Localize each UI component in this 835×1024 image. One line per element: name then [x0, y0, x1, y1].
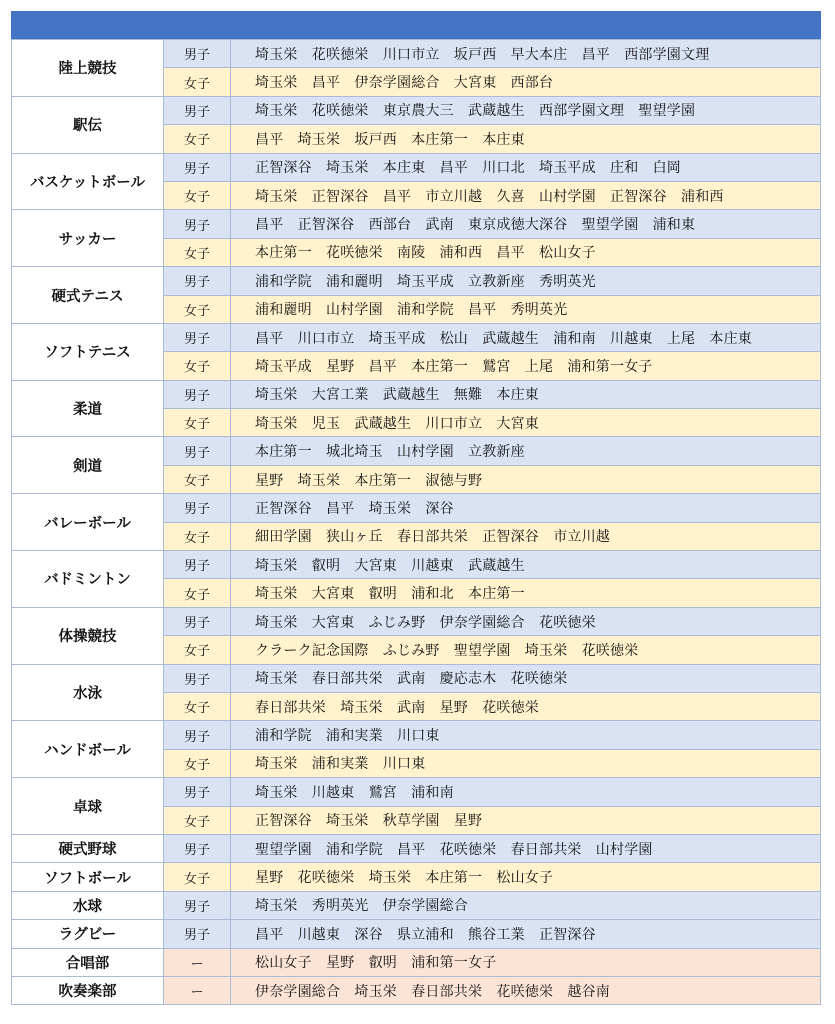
gender-cell: ー — [164, 948, 231, 976]
gender-cell: 男子 — [164, 664, 231, 692]
sport-name-cell: 陸上競技 — [12, 40, 164, 97]
table-row — [12, 834, 821, 862]
table-row — [12, 437, 821, 465]
gender-cell: 男子 — [164, 721, 231, 749]
table-row — [12, 920, 821, 948]
gender-cell: 女子 — [164, 579, 231, 607]
sport-name-cell: ラグビー — [12, 920, 164, 948]
schools-cell: 星野 花咲徳栄 埼玉栄 本庄第一 松山女子 — [231, 863, 821, 891]
table-row — [12, 380, 821, 408]
gender-cell: 女子 — [164, 68, 231, 96]
gender-cell: 男子 — [164, 778, 231, 806]
schools-cell: クラーク記念国際 ふじみ野 聖望学園 埼玉栄 花咲徳栄 — [231, 636, 821, 664]
sport-name-cell: バレーボール — [12, 494, 164, 551]
table-row — [12, 494, 821, 522]
table-row — [12, 721, 821, 749]
schools-cell: 春日部共栄 埼玉栄 武南 星野 花咲徳栄 — [231, 692, 821, 720]
table-body — [12, 40, 821, 1005]
schools-cell: 本庄第一 城北埼玉 山村学園 立教新座 — [231, 437, 821, 465]
sport-name-cell: 硬式野球 — [12, 834, 164, 862]
gender-cell: 女子 — [164, 636, 231, 664]
schools-cell: 昌平 川口市立 埼玉平成 松山 武蔵越生 浦和南 川越東 上尾 本庄東 — [231, 323, 821, 351]
schools-cell: 正智深谷 埼玉栄 秋草学園 星野 — [231, 806, 821, 834]
gender-cell: 男子 — [164, 380, 231, 408]
sport-name-cell: 合唱部 — [12, 948, 164, 976]
table-row — [12, 976, 821, 1004]
schools-cell: 埼玉栄 川越東 鷲宮 浦和南 — [231, 778, 821, 806]
schools-cell: 昌平 川越東 深谷 県立浦和 熊谷工業 正智深谷 — [231, 920, 821, 948]
schools-cell: 浦和学院 浦和麗明 埼玉平成 立教新座 秀明英光 — [231, 267, 821, 295]
schools-cell: 埼玉栄 大宮東 ふじみ野 伊奈学園総合 花咲徳栄 — [231, 607, 821, 635]
gender-cell: 女子 — [164, 295, 231, 323]
schools-cell: 埼玉栄 正智深谷 昌平 市立川越 久喜 山村学園 正智深谷 浦和西 — [231, 181, 821, 209]
sport-name-cell: 水泳 — [12, 664, 164, 721]
schools-cell: 埼玉栄 花咲徳栄 川口市立 坂戸西 早大本庄 昌平 西部学園文理 — [231, 40, 821, 68]
gender-cell: 女子 — [164, 692, 231, 720]
gender-cell: 男子 — [164, 920, 231, 948]
sport-name-cell: ソフトテニス — [12, 323, 164, 380]
gender-cell: 女子 — [164, 238, 231, 266]
table-row — [12, 96, 821, 124]
schools-cell: 聖望学園 浦和学院 昌平 花咲徳栄 春日部共栄 山村学園 — [231, 834, 821, 862]
sport-name-cell: ハンドボール — [12, 721, 164, 778]
table-row — [12, 778, 821, 806]
schools-cell: 浦和学院 浦和実業 川口東 — [231, 721, 821, 749]
gender-cell: 男子 — [164, 153, 231, 181]
sport-name-cell: 水球 — [12, 891, 164, 919]
sport-name-cell: ソフトボール — [12, 863, 164, 891]
schools-cell: 浦和麗明 山村学園 浦和学院 昌平 秀明英光 — [231, 295, 821, 323]
sport-name-cell: 卓球 — [12, 778, 164, 835]
table-row — [12, 551, 821, 579]
table-row — [12, 40, 821, 68]
sport-name-cell: 剣道 — [12, 437, 164, 494]
gender-cell: 女子 — [164, 749, 231, 777]
gender-cell: 男子 — [164, 267, 231, 295]
table-row — [12, 267, 821, 295]
gender-cell: 男子 — [164, 40, 231, 68]
schools-cell: 埼玉栄 児玉 武蔵越生 川口市立 大宮東 — [231, 409, 821, 437]
gender-cell: 男子 — [164, 210, 231, 238]
table-header-bar — [11, 11, 821, 39]
table-row — [12, 153, 821, 181]
sports-schools-table — [11, 39, 821, 1005]
table-row — [12, 664, 821, 692]
sport-name-cell: バスケットボール — [12, 153, 164, 210]
gender-cell: 女子 — [164, 806, 231, 834]
table-row — [12, 323, 821, 351]
gender-cell: 男子 — [164, 551, 231, 579]
schools-cell: 昌平 埼玉栄 坂戸西 本庄第一 本庄東 — [231, 125, 821, 153]
table-row — [12, 210, 821, 238]
gender-cell: 女子 — [164, 125, 231, 153]
schools-cell: 伊奈学園総合 埼玉栄 春日部共栄 花咲徳栄 越谷南 — [231, 976, 821, 1004]
table-row — [12, 863, 821, 891]
gender-cell: 女子 — [164, 409, 231, 437]
sport-name-cell: バドミントン — [12, 551, 164, 608]
gender-cell: ー — [164, 976, 231, 1004]
schools-cell: 埼玉平成 星野 昌平 本庄第一 鷲宮 上尾 浦和第一女子 — [231, 352, 821, 380]
schools-cell: 松山女子 星野 叡明 浦和第一女子 — [231, 948, 821, 976]
schools-cell: 埼玉栄 春日部共栄 武南 慶応志木 花咲徳栄 — [231, 664, 821, 692]
schools-cell: 星野 埼玉栄 本庄第一 淑徳与野 — [231, 465, 821, 493]
gender-cell: 男子 — [164, 323, 231, 351]
schools-cell: 正智深谷 埼玉栄 本庄東 昌平 川口北 埼玉平成 庄和 白岡 — [231, 153, 821, 181]
gender-cell: 男子 — [164, 891, 231, 919]
gender-cell: 女子 — [164, 522, 231, 550]
schools-cell: 埼玉栄 大宮工業 武蔵越生 無難 本庄東 — [231, 380, 821, 408]
sport-name-cell: 硬式テニス — [12, 267, 164, 324]
table-row — [12, 607, 821, 635]
schools-cell: 埼玉栄 昌平 伊奈学園総合 大宮東 西部台 — [231, 68, 821, 96]
schools-cell: 埼玉栄 叡明 大宮東 川越東 武蔵越生 — [231, 551, 821, 579]
gender-cell: 男子 — [164, 494, 231, 522]
gender-cell: 女子 — [164, 352, 231, 380]
sport-name-cell: 体操競技 — [12, 607, 164, 664]
gender-cell: 男子 — [164, 96, 231, 124]
schools-cell: 昌平 正智深谷 西部台 武南 東京成徳大深谷 聖望学園 浦和東 — [231, 210, 821, 238]
schools-cell: 細田学園 狭山ヶ丘 春日部共栄 正智深谷 市立川越 — [231, 522, 821, 550]
table-row — [12, 948, 821, 976]
schools-cell: 埼玉栄 浦和実業 川口東 — [231, 749, 821, 777]
gender-cell: 女子 — [164, 465, 231, 493]
sport-name-cell: 駅伝 — [12, 96, 164, 153]
sport-name-cell: 吹奏楽部 — [12, 976, 164, 1004]
schools-cell: 埼玉栄 花咲徳栄 東京農大三 武蔵越生 西部学園文理 聖望学園 — [231, 96, 821, 124]
schools-cell: 埼玉栄 秀明英光 伊奈学園総合 — [231, 891, 821, 919]
sport-name-cell: サッカー — [12, 210, 164, 267]
gender-cell: 男子 — [164, 437, 231, 465]
gender-cell: 女子 — [164, 863, 231, 891]
schools-cell: 埼玉栄 大宮東 叡明 浦和北 本庄第一 — [231, 579, 821, 607]
sports-table-container — [11, 11, 821, 1005]
schools-cell: 正智深谷 昌平 埼玉栄 深谷 — [231, 494, 821, 522]
gender-cell: 女子 — [164, 181, 231, 209]
schools-cell: 本庄第一 花咲徳栄 南陵 浦和西 昌平 松山女子 — [231, 238, 821, 266]
sport-name-cell: 柔道 — [12, 380, 164, 437]
table-row — [12, 891, 821, 919]
gender-cell: 男子 — [164, 607, 231, 635]
gender-cell: 男子 — [164, 834, 231, 862]
